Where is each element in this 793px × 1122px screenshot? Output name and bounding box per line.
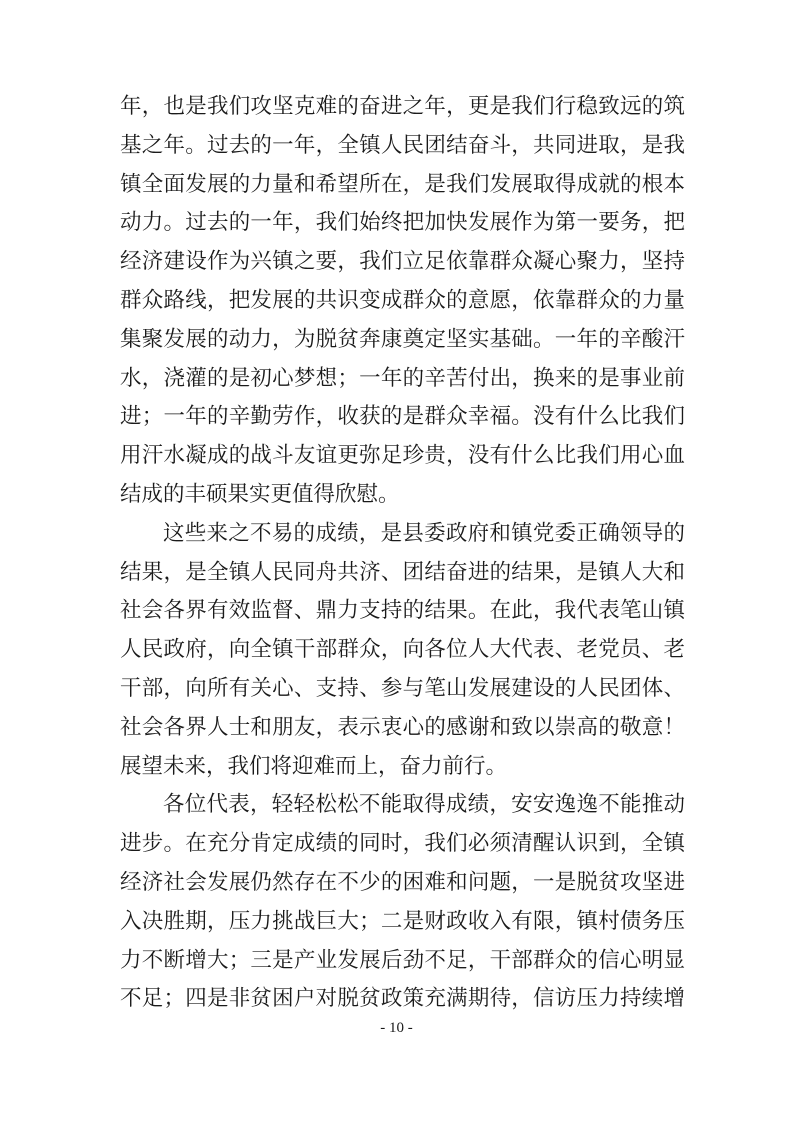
paragraph-1-line-2: 基之年。过去的一年，全镇人民团结奋斗，共同进取，是我 [120, 132, 685, 158]
paragraph-1-line-4: 动力。过去的一年，我们始终把加快发展作为第一要务，把 [120, 210, 685, 236]
paragraph-2-line-7: 展望未来，我们将迎难而上，奋力前行。 [120, 753, 508, 779]
paragraph-1-line-8: 水，浇灌的是初心梦想；一年的辛苦付出，换来的是事业前 [120, 365, 685, 391]
paragraph-2-line-5: 干部，向所有关心、支持、参与笔山发展建设的人民团体、 [120, 675, 685, 701]
paragraph-2-line-6: 社会各界人士和朋友，表示衷心的感谢和致以崇高的敬意！ [120, 714, 685, 740]
paragraph-1-line-7: 集聚发展的动力，为脱贫奔康奠定坚实基础。一年的辛酸汗 [120, 326, 685, 352]
paragraph-3-line-2: 进步。在充分肯定成绩的同时，我们必须清醒认识到，全镇 [120, 831, 685, 857]
paragraph-3-line-1: 各位代表，轻轻松松不能取得成绩，安安逸逸不能推动 [163, 792, 685, 818]
page-number: - 10 - [380, 1020, 413, 1036]
paragraph-2-line-3: 社会各界有效监督、鼎力支持的结果。在此，我代表笔山镇 [120, 598, 685, 624]
paragraph-1-line-11: 结成的丰硕果实更值得欣慰。 [120, 481, 400, 507]
paragraph-2-line-4: 人民政府，向全镇干部群众，向各位人大代表、老党员、老 [120, 637, 685, 663]
paragraph-1-line-1: 年，也是我们攻坚克难的奋进之年，更是我们行稳致远的筑 [120, 94, 685, 119]
paragraph-2-line-2: 结果，是全镇人民同舟共济、团结奋进的结果，是镇人大和 [120, 559, 685, 585]
paragraph-1-line-6: 群众路线，把发展的共识变成群众的意愿，依靠群众的力量 [120, 287, 685, 313]
paragraph-3-line-4: 入决胜期，压力挑战巨大；二是财政收入有限，镇村债务压 [120, 908, 685, 934]
body-text [120, 88, 685, 1019]
paragraph-1-line-5: 经济建设作为兴镇之要，我们立足依靠群众凝心聚力，坚持 [120, 249, 685, 275]
paragraph-3-line-5: 力不断增大；三是产业发展后劲不足，干部群众的信心明显 [120, 947, 685, 973]
paragraph-1-line-10: 用汗水凝成的战斗友谊更弥足珍贵，没有什么比我们用心血 [120, 443, 685, 469]
paragraph-3-line-3: 经济社会发展仍然存在不少的困难和问题，一是脱贫攻坚进 [120, 869, 685, 895]
paragraph-2-line-1: 这些来之不易的成绩，是县委政府和镇党委正确领导的 [163, 520, 685, 546]
paragraph-3-line-6: 不足；四是非贫困户对脱贫政策充满期待，信访压力持续增 [120, 986, 685, 1012]
paragraph-1-line-3: 镇全面发展的力量和希望所在，是我们发展取得成就的根本 [120, 171, 685, 197]
paragraph-1-line-9: 进；一年的辛勤劳作，收获的是群众幸福。没有什么比我们 [120, 404, 685, 430]
